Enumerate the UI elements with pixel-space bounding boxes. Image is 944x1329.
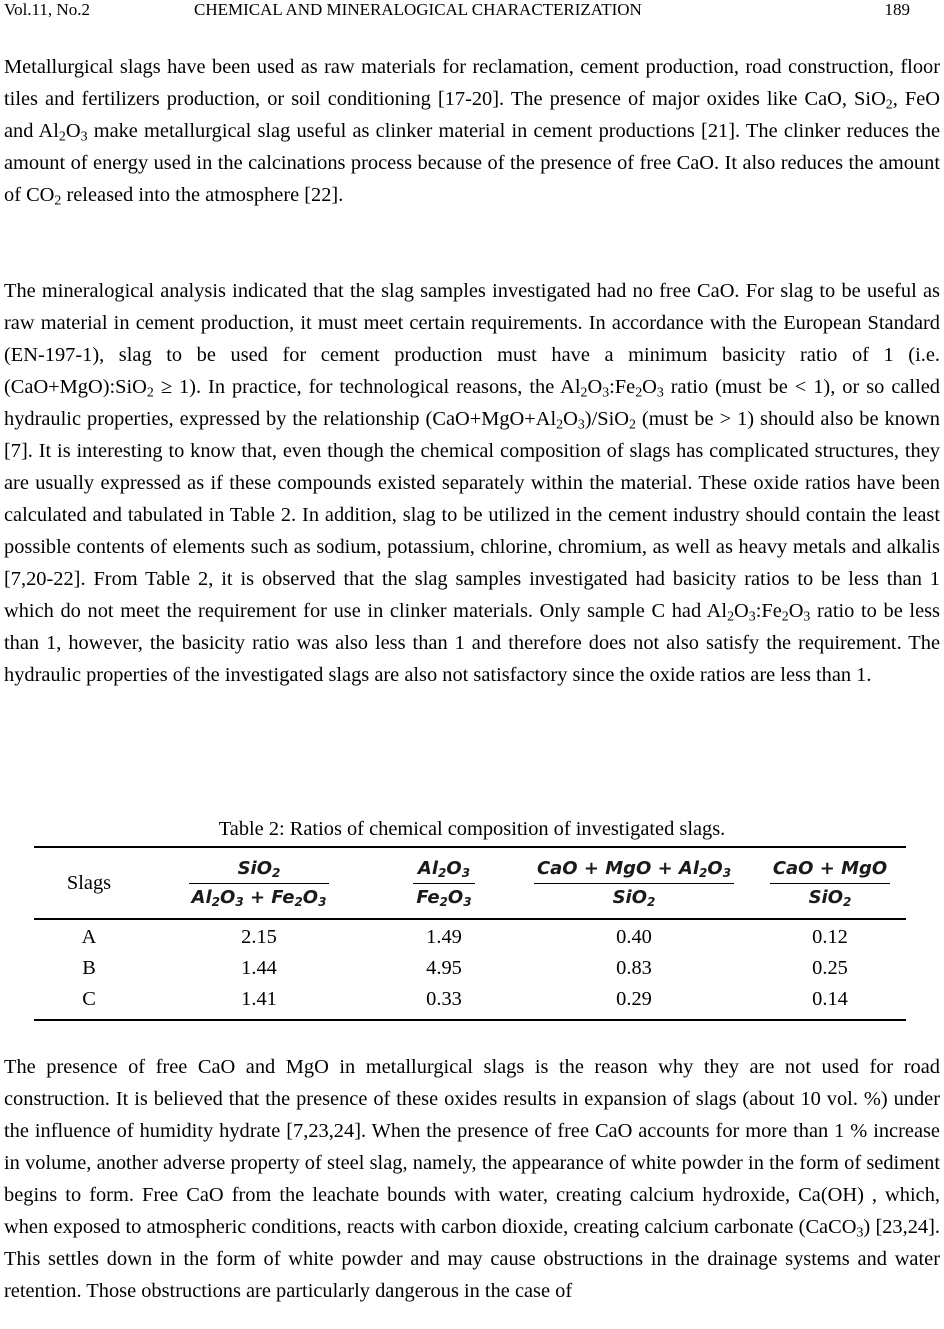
header-ratio-silica-over-alumina-iron [144,848,374,918]
ratios-table [34,846,906,1021]
table-row [34,953,906,984]
value-cell: 4.95 [426,957,462,979]
value-cell: 0.12 [812,926,848,948]
journal-volume: Vol.11, No.2 [4,0,90,19]
header-ratio-alumina-over-iron [374,848,514,918]
paragraph-slag-uses: Metallurgical slags have been used as raw materials for reclamation, cement production, road construction, floor tiles and fertilizers production, or soil conditioning [17-20]. The presence of major oxides like CaO, SiO$_2$, FeO and $Al_2O_3$ make metallurgical slag useful as clinker material in cement productions [21]. The clinker reduces the amount of energy used in the calcinations process because of the presence of free CaO. It also reduces the amount of $CO_2$ released into the atmosphere [22]. [4,56,941,209]
value-cell: 0.25 [812,957,848,979]
fraction-bar [534,883,734,884]
slag-id-cell: B [82,957,96,979]
table-caption: Table 2: Ratios of chemical composition of investigated slags. [218,818,726,840]
value-cell: 0.29 [616,988,652,1010]
fraction-bar [413,883,474,884]
value-cell: 0.14 [812,988,848,1010]
value-cell: 0.33 [426,988,462,1010]
running-title: CHEMICAL AND MINERALOGICAL CHARACTERIZATION [194,0,642,19]
ratio-denominator: $Al_2O_3 + Fe_2O_3$ [191,886,327,909]
ratio-numerator: CaO + MgO + $Al_2O_3$ [536,857,732,880]
fraction-bar [189,883,330,884]
value-cell: 1.49 [426,926,462,948]
ratio-numerator: CaO + MgO [772,857,888,879]
paragraph-mineralogical-analysis: The mineralogical analysis indicated that the slag samples investigated had no free CaO. For slag to be useful as raw material in cement production, it must meet certain requirements. In accordance with the European Standard (EN-197-1), slag to be used for cement production must have a minimum basicity ratio of 1 (i.e. (CaO+MgO):SiO$_2$ ≥ 1). In practice, for technological reasons, the $Al_2O_3:Fe_2O_3$ ratio (must be < 1), or so called hydraulic properties, expressed by the relationship $(CaO+MgO+Al_2O_3)/SiO_2$ (must be > 1) should also be known [7]. It is interesting to know that, even though the chemical composition of slags has complicated structures, they are usually expressed as if these compounds existed separately within the material. These oxide ratios have been calculated and tabulated in Table 2. In addition, slag to be utilized in the cement industry should contain the least possible contents of elements such as sodium, potassium, chlorine, chromium, as well as heavy metals and alkalis [7,20-22]. From Table 2, it is observed that the slag samples investigated had basicity ratios to be less than 1 which do not meet the requirement for use in clinker materials. Only sample C had $Al_2O_3:Fe_2O_3$ ratio to be less than 1, however, the basicity ratio was also less than 1 and therefore does not also satisfy the requirement. The hydraulic properties of the investigated slags are also not satisfactory since the oxide ratios are less than 1. [4,280,941,686]
running-header [4,0,910,20]
ratio-denominator: SiO$_2$ [808,886,852,909]
value-cell: 0.83 [616,957,652,979]
slag-id-cell: A [81,926,97,948]
paragraph-free-cao-road-construction: The presence of free CaO and MgO in metallurgical slags is the reason why they are not used for road construction. It is believed that the presence of these oxides results in expansion of slags (about 10 vol. %) under the influence of humidity hydrate [7,23,24]. When the presence of free CaO accounts for more than 1 % increase in volume, another adverse property of steel slag, namely, the appearance of white powder in the form of sediment begins to form. Free CaO from the leachate bounds with water, creating calcium hydroxide, Ca(OH) , which, when exposed to atmospheric conditions, reacts with carbon dioxide, creating calcium carbonate (CaCO$_3$) [23,24]. This settles down in the form of white powder and may cause obstructions in the drainage systems and water retention. Those obstructions are particularly dangerous in the case of [4,1056,941,1302]
value-cell: 1.41 [241,988,277,1010]
header-ratio-hydraulic [514,848,754,918]
ratio-denominator: $Fe_2O_3$ [416,886,472,909]
header-ratio-basicity [754,848,906,918]
header-slags: Slags [66,871,112,894]
ratio-numerator: SiO$_2$ [237,857,281,880]
table-row [34,922,906,953]
table-body [34,920,906,1019]
ratio-denominator: SiO$_2$ [612,886,656,909]
value-cell: 1.44 [241,957,277,979]
table-bottom-rule [34,1019,906,1021]
fraction-bar [770,883,890,884]
table-row [34,984,906,1015]
page-number: 189 [884,0,910,19]
ratio-numerator: $Al_2O_3$ [417,857,471,880]
slag-id-cell: C [82,988,96,1010]
value-cell: 0.40 [616,926,652,948]
table-header-row [34,848,906,918]
value-cell: 2.15 [241,926,277,948]
